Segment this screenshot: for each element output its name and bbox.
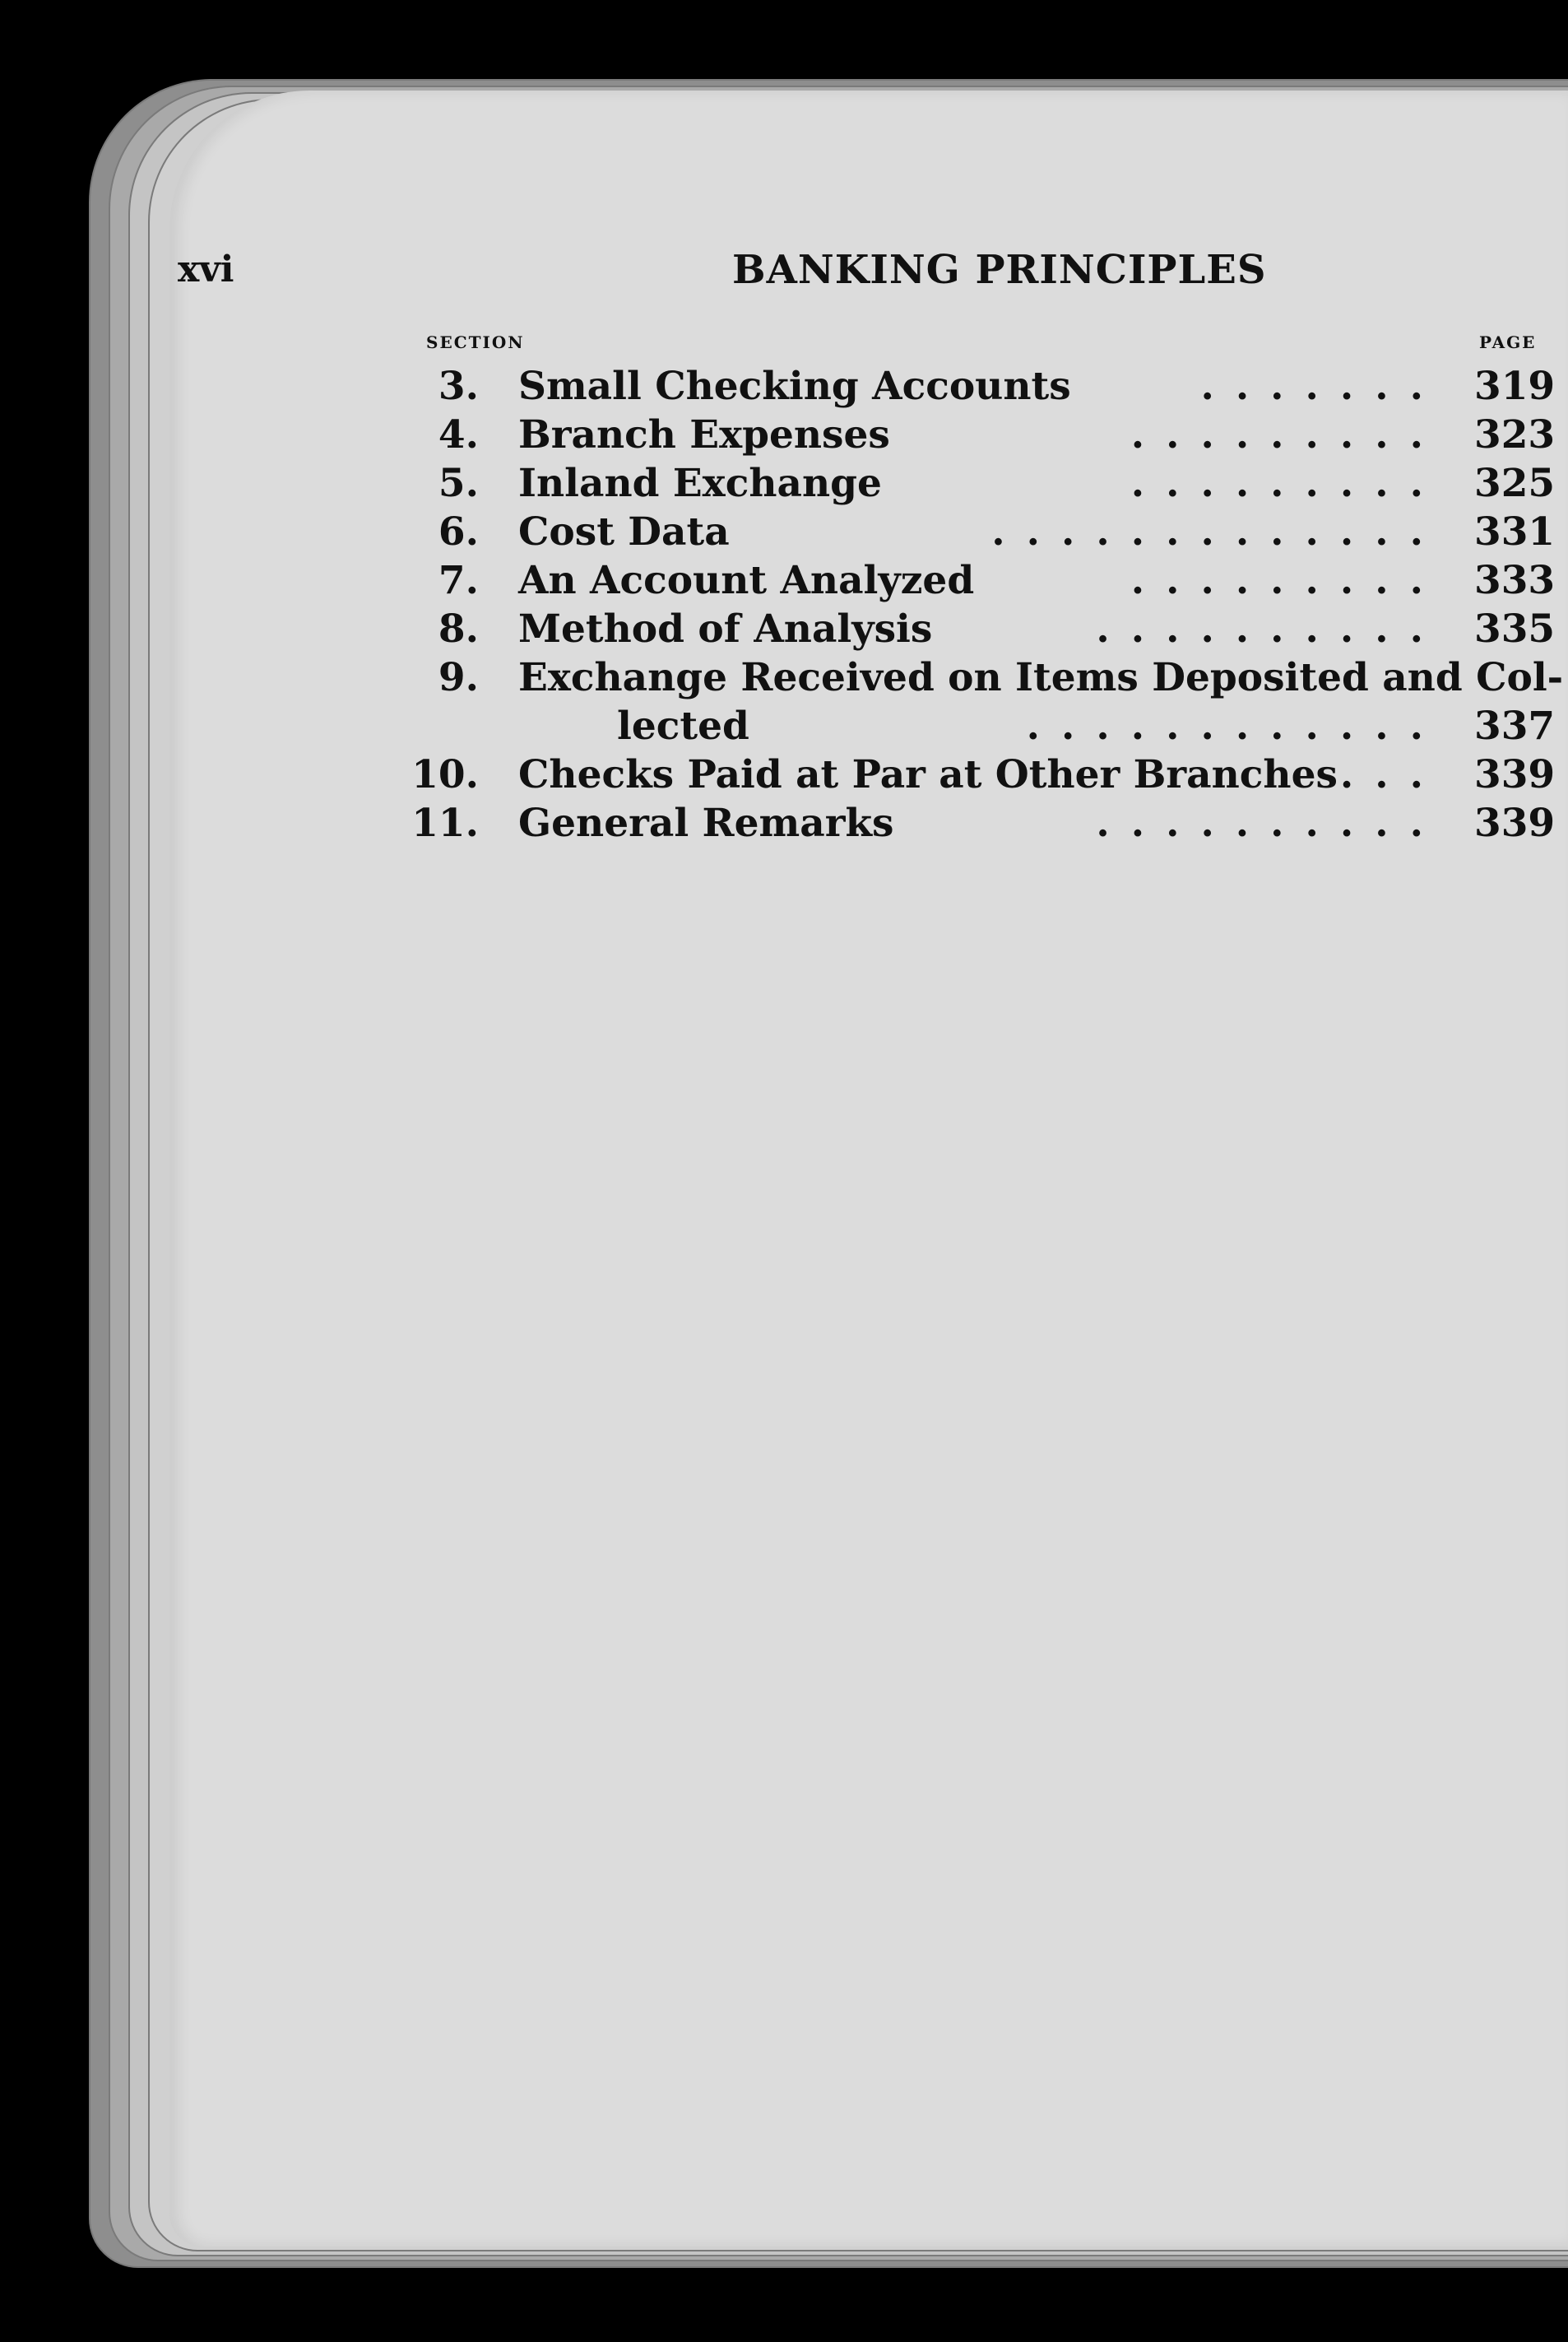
toc-entry-page: 319 xyxy=(1474,364,1556,409)
toc-entry-number: 5. xyxy=(438,461,479,506)
toc-entry-title: General Remarks xyxy=(518,801,894,846)
toc-entry-title: Method of Analysis xyxy=(518,606,933,652)
toc-entry-title: An Account Analyzed xyxy=(518,558,975,603)
section-column-label: SECTION xyxy=(426,332,525,352)
toc-entry-title-continuation: lected xyxy=(617,704,749,749)
toc-entry-title-line: Exchange Received on Items Deposited and Col- xyxy=(518,655,1564,700)
dot-leaders: ......... xyxy=(1130,558,1445,603)
table-of-contents xyxy=(403,362,1564,848)
toc-entry-number: 3. xyxy=(438,364,479,409)
toc-entry-page: 337 xyxy=(1474,704,1556,749)
toc-entry xyxy=(403,556,1555,605)
toc-entry xyxy=(403,750,1555,799)
toc-entry xyxy=(403,459,1555,508)
toc-entry-number: 9. xyxy=(438,655,479,700)
dot-leaders: .......... xyxy=(1096,606,1445,652)
running-title: BANKING PRINCIPLES xyxy=(732,247,1267,293)
toc-entry-number: 7. xyxy=(438,558,479,603)
toc-entry xyxy=(403,411,1555,459)
dot-leaders: ... xyxy=(1339,752,1445,797)
toc-entry-page: 335 xyxy=(1474,606,1556,652)
toc-entry-page: 339 xyxy=(1474,801,1556,846)
toc-entry-number: 11. xyxy=(411,801,479,846)
toc-entry-number: 8. xyxy=(438,606,479,652)
toc-entry xyxy=(403,362,1555,411)
toc-entry-number: 6. xyxy=(438,509,479,555)
toc-entry xyxy=(403,653,1564,750)
toc-entry-title: Small Checking Accounts xyxy=(518,364,1071,409)
dot-leaders: ............ xyxy=(1026,704,1445,749)
page-folio: xvi xyxy=(178,249,234,290)
toc-entry-title: Inland Exchange xyxy=(518,461,882,506)
toc-entry-title: Branch Expenses xyxy=(518,412,890,458)
toc-entry-number: 10. xyxy=(411,752,479,797)
toc-entry-page: 325 xyxy=(1474,461,1556,506)
toc-entry-page: 331 xyxy=(1474,509,1556,555)
toc-entry-title: Cost Data xyxy=(518,509,730,555)
page-column-label: PAGE xyxy=(1479,332,1537,352)
dot-leaders: ......... xyxy=(1130,412,1445,458)
toc-entry-page: 339 xyxy=(1474,752,1556,797)
dot-leaders: ......... xyxy=(1130,461,1445,506)
toc-entry-number: 4. xyxy=(438,412,479,458)
toc-entry-title: Checks Paid at Par at Other Branches xyxy=(518,752,1338,797)
toc-entry xyxy=(403,799,1555,848)
toc-entry xyxy=(403,605,1555,653)
toc-entry-page: 323 xyxy=(1474,412,1556,458)
dot-leaders: .......... xyxy=(1096,801,1445,846)
dot-leaders: ............. xyxy=(991,509,1445,555)
dot-leaders: ....... xyxy=(1200,364,1445,409)
toc-entry-page: 333 xyxy=(1474,558,1556,603)
toc-entry xyxy=(403,508,1555,556)
